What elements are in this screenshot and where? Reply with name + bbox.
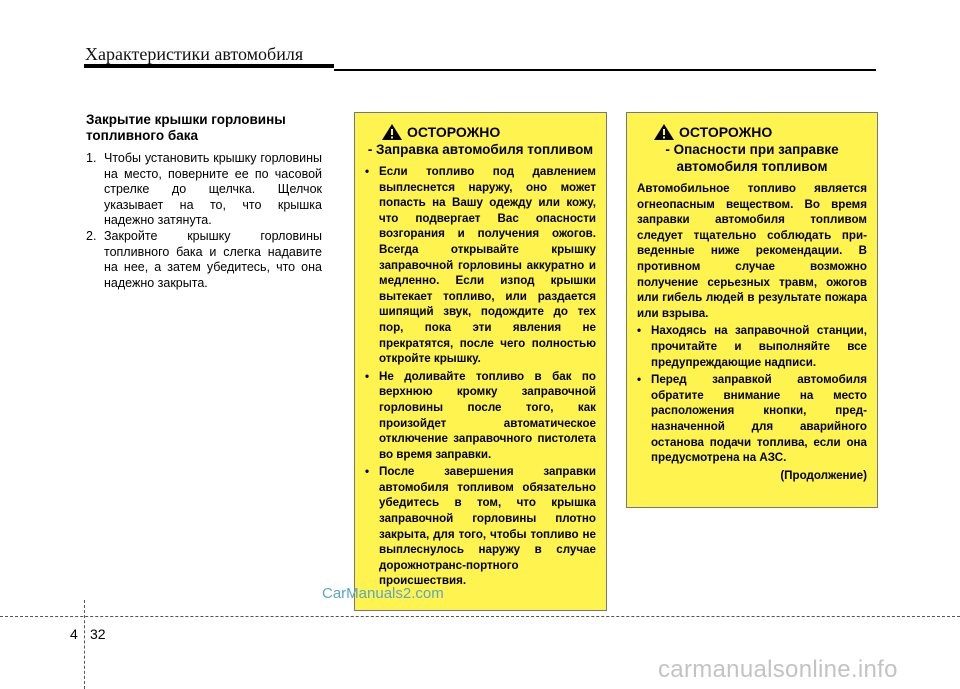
bullet-text: Не доливайте топливо в бак по верхнюю кромку заправочной горловины после того, как произойдет автоматическое отключение заправочного пистолета во время заправки. xyxy=(379,369,596,461)
warning-bullet xyxy=(365,369,596,463)
step-item xyxy=(86,229,322,291)
warning-intro: Автомобильное топливо является огнеопасным веществом. Во время заправки автомобиля топливом следует тщательно соблюдать при-веденные ниже рекомендации. В противном случае возможно получение серьезных травм, ожогов или гибель людей в результате пожара или взрыва. xyxy=(637,182,867,320)
bullet-dot: • xyxy=(637,324,642,338)
warning-bullet xyxy=(637,372,867,466)
bullet-text: После завершения заправки автомобиля топливом обязательно убедитесь в том, что крышка заправочной горловины плотно закрыта, для того, чтобы топливо не выплеснулось наружу в случае дорожнотранс-портного происшествия. xyxy=(379,465,596,588)
section-heading: Закрытие крышки горловины топливного бака xyxy=(86,112,286,143)
continued-label: (Продолжение) xyxy=(780,468,867,482)
warning-header xyxy=(365,123,596,141)
header-rule-thick xyxy=(84,64,334,68)
step-item xyxy=(86,151,322,229)
page-number: 32 xyxy=(90,626,106,642)
step-number: 1. xyxy=(86,151,97,165)
warning-triangle-icon xyxy=(381,123,403,141)
warning-subtitle: - Опасности при заправке автомобиля топливом xyxy=(665,142,839,174)
warning-subtitle: - Заправка автомобиля топливом xyxy=(367,142,594,157)
warning-triangle-icon xyxy=(653,123,675,141)
watermark-carmanualsonline: carmanualsonline.info xyxy=(658,656,898,683)
warning-bullet xyxy=(637,323,867,370)
step-text: Закройте крышку горловины топливного бака и слегка надавите на нее, а затем убедитесь, что она надежно закрыта. xyxy=(104,228,322,290)
warning-header xyxy=(637,123,867,141)
warning-bullet xyxy=(365,164,596,367)
warning-box-dangers xyxy=(626,112,878,508)
bullet-dot: • xyxy=(365,165,370,178)
bullet-text: Перед заправкой автомобиля обратите внимание на место расположения кнопки, пред-назначенной для аварийного останова подачи топлива, если она предусмотрена на АЗС. xyxy=(651,373,867,465)
warning-title: ОСТОРОЖНО xyxy=(407,123,501,140)
header-rule-thin xyxy=(334,69,876,71)
warning-title: ОСТОРОЖНО xyxy=(679,123,773,140)
warning-bullet xyxy=(365,464,596,589)
bullet-text: Если топливо под давлением выплеснется наружу, оно может попасть на Вашу одежду или кожу, что подвергает Вас опасности возгорания и получения ожогов. Всегда открывайте крышку заправочной горловины аккуратно и медленно. Если изпод крышки вытекает топливо, или раздается шипящий звук, подождите до тех пор, пока эти явления не прекратятся, после чего полностью откройте крышку. xyxy=(379,165,596,366)
bullet-text: Находясь на заправочной станции, прочитайте и выполняйте все предупреждающие надписи. xyxy=(651,324,867,369)
bullet-dot: • xyxy=(365,369,370,383)
bullet-dot: • xyxy=(365,465,370,479)
chapter-number: 4 xyxy=(70,626,78,642)
footer-dashed-line xyxy=(0,616,960,617)
footer-dashed-divider xyxy=(84,600,85,689)
step-text: Чтобы установить крышку горловины на место, поверните ее по часовой стрелке до щелчка. Щелчок указывает на то, что крышка надежно затянута. xyxy=(104,151,322,228)
fuel-cap-closing-section xyxy=(86,112,322,291)
bullet-dot: • xyxy=(637,373,642,387)
watermark-carmanuals: CarManuals2.com xyxy=(322,585,444,602)
warning-box-refueling xyxy=(354,112,607,611)
page-header-title: Характеристики автомобиля xyxy=(85,44,304,64)
step-number: 2. xyxy=(86,228,97,243)
